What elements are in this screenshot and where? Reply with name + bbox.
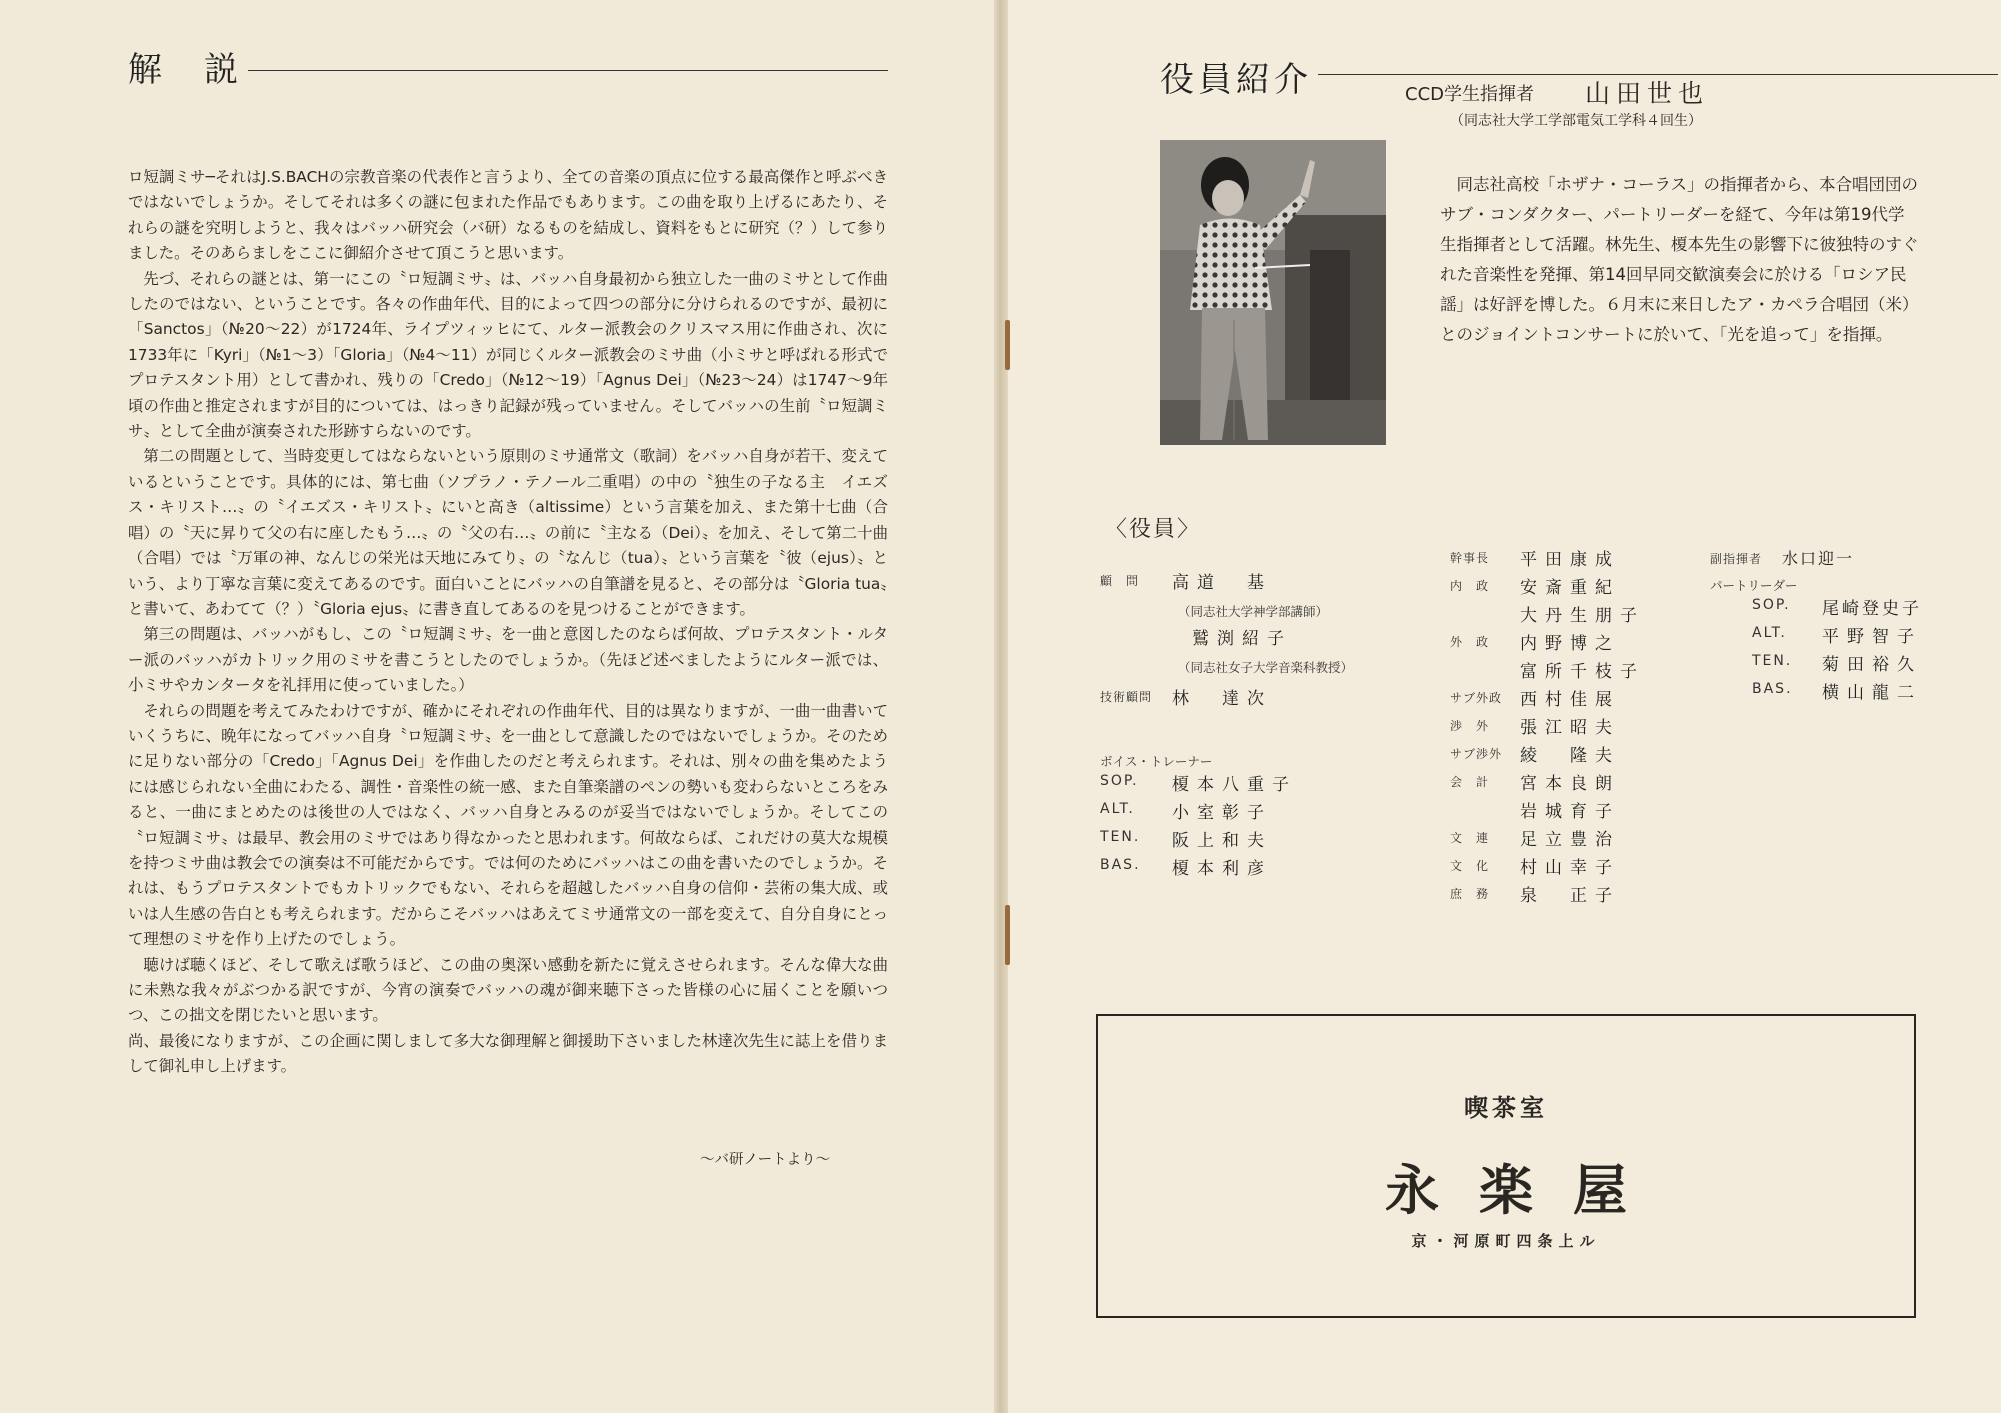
- part-leader-label: パートリーダー: [1710, 578, 1798, 593]
- part-label: BAS.: [1100, 857, 1141, 873]
- paragraph: ロ短調ミサ─それはJ.S.BACHの宗教音楽の代表作と言うより、全ての音楽の頂点に位する最高傑作と呼ぶべきではないでしょうか。そしてそれは多くの謎に包まれた作品でもあります。この曲を取り上げるにあたり、それらの謎を究明しようと、我々はバッハ研究会（バ研）なるものを結成し、資料をもとに研究（？）して参りました。そのあらましをここに御紹介させて頂こうと思います。: [128, 168, 888, 263]
- commentary-body: [128, 165, 888, 1080]
- officer-name: 阪上和夫: [1172, 831, 1272, 851]
- officer-name: 張江昭夫: [1520, 718, 1620, 738]
- officers-page-title: 役員紹介: [1160, 60, 1312, 100]
- affiliation: （同志社大学神学部講師）: [1178, 604, 1329, 619]
- staple-top: [1005, 320, 1010, 370]
- role-label: 内 政: [1450, 579, 1490, 593]
- conductor-photo-illustration: [1160, 140, 1386, 445]
- ad-subtitle: 喫茶室: [1464, 1094, 1548, 1122]
- officer-name: 富所千枝子: [1520, 662, 1645, 682]
- role-label: 顧 問: [1100, 574, 1140, 588]
- commentary-title-rule: [248, 70, 888, 71]
- part-label: ALT.: [1100, 801, 1135, 817]
- officer-name: 泉 正子: [1520, 886, 1620, 906]
- sub-conductor-role: 副指揮者: [1710, 552, 1763, 566]
- officer-name: 足立豊治: [1520, 830, 1620, 850]
- affiliation: （同志社女子大学音楽科教授）: [1178, 660, 1354, 675]
- officer-name: 綾 隆夫: [1520, 746, 1620, 766]
- officer-name: 横山龍二: [1822, 683, 1922, 703]
- sub-conductor-name: 水口迎一: [1782, 549, 1855, 568]
- paragraph: 聴けば聴くほど、そして歌えば歌うほど、この曲の奥深い感動を新たに覚えさせられます。そんな偉大な曲に未熟な我々がぶつかる訳ですが、今宵の演奏でバッハの魂が御来聴下さった皆様の心に届くことを願いつつ、この拙文を閉じたいと思います。: [128, 955, 888, 1025]
- officer-name: 平田康成: [1520, 550, 1620, 570]
- role-label: 会 計: [1450, 775, 1490, 789]
- officer-name: 岩城育子: [1520, 802, 1620, 822]
- role-label: 庶 務: [1450, 887, 1490, 901]
- ad-shop-name: 永楽屋: [1385, 1159, 1667, 1222]
- part-label: ALT.: [1752, 625, 1787, 641]
- officers-heading: 〈役員〉: [1105, 517, 1202, 542]
- role-label: サブ渉外: [1450, 747, 1503, 761]
- book-fold: [994, 0, 1008, 1413]
- officer-name: 小室彰子: [1172, 803, 1272, 823]
- officer-name: 尾崎登史子: [1822, 599, 1922, 619]
- role-label: 幹事長: [1450, 551, 1490, 565]
- officer-name: 林 達次: [1172, 689, 1272, 709]
- paragraph: 第三の問題は、バッハがもし、この〝ロ短調ミサ〟を一曲と意図したのならば何故、プロテスタント・ルター派のバッハがカトリック用のミサを書こうとしたのでしょうか。（先ほど述べましたようにルター派では、小ミサやカンタータを礼拝用に使っていました。）: [128, 625, 888, 695]
- role-label: 文 化: [1450, 859, 1490, 873]
- part-label: SOP.: [1752, 597, 1791, 613]
- role-label: 文 連: [1450, 831, 1490, 845]
- staple-bottom: [1005, 905, 1010, 965]
- source-note: 〜バ研ノートより〜: [700, 1152, 831, 1168]
- role-label: サブ外政: [1450, 691, 1503, 705]
- officer-name: 内野博之: [1520, 634, 1620, 654]
- paragraph: 尚、最後になりますが、この企画に関しまして多大な御理解と御援助下さいました林達次先生に誌上を借りまして御礼申し上げます。: [128, 1031, 888, 1076]
- commentary-title: 解 説: [128, 50, 242, 90]
- part-label: TEN.: [1752, 653, 1793, 669]
- officer-name: 高道 基: [1172, 573, 1272, 593]
- officer-name: 宮本良朗: [1520, 774, 1620, 794]
- bio-paragraph: 同志社高校「ホザナ・コーラス」の指揮者から、本合唱団団のサブ・コンダクター、パートリーダーを経て、今年は第19代学生指揮者として活躍。林先生、榎本先生の影響下に彼独特のすぐれた音楽性を発揮、第14回早同交歓演奏会に於ける「ロシア民謡」は好評を博した。６月末に来日したア・カペラ合唱団（米）とのジョイントコンサートに於いて、「光を追って」を指揮。: [1440, 175, 1919, 344]
- ad-address: 京・河原町四条上ル: [1411, 1232, 1601, 1250]
- cafe-advertisement: [1096, 1014, 1916, 1318]
- role-label: 渉 外: [1450, 719, 1490, 733]
- paragraph: それらの問題を考えてみたわけですが、確かにそれぞれの作曲年代、目的は異なりますが、一曲一曲書いていくうちに、晩年になってバッハ自身〝ロ短調ミサ〟を一曲として意識したのではないでしょうか。そのために足りない部分の「Credo」「Agnus Dei」を作曲したのだと考えられます。それは、別々の曲を集めたようには感じられない全曲にわたる、調性・音楽性の統一感、また自筆楽譜のペンの勢いも変わらないところをみると、一曲にまとめたのは後世の人ではなく、バッハ自身とみるのが妥当ではないでしょうか。そしてこの〝ロ短調ミサ〟は最早、教会用のミサではあり得なかったと思われます。何故ならば、これだけの莫大な規模を持つミサ曲は教会での演奏は不可能だからです。では何のためにバッハはこの曲を書いたのでしょうか。それは、もうプロテスタントでもカトリックでもない、それらを超越したバッハ自身の信仰・芸術の集大成、或いは人生感の告白とも考えられます。だからこそバッハはあえてミサ通常文の一部を変えて、自分自身にとって理想のミサを作り上げたのでしょう。: [128, 701, 888, 949]
- role-label: 外 政: [1450, 635, 1490, 649]
- officer-name: 榎本利彦: [1172, 859, 1272, 879]
- paragraph: 先づ、それらの謎とは、第一にこの〝ロ短調ミサ〟は、バッハ自身最初から独立した一曲のミサとして作曲したのではない、ということです。各々の作曲年代、目的によって四つの部分に分けられるのですが、最初に「Sanctos」（№20〜22）が1724年、ライプツィッヒにて、ルター派教会のクリスマス用に作曲され、次に1733年に「Kyri」（№1〜3）「Gloria」（№4〜11）が同じくルター派教会のミサ曲（小ミサと呼ばれる形式でプロテスタント用）として書かれ、残りの「Credo」（№12〜19）「Agnus Dei」（№23〜24）は1747〜9年頃の作曲と推定されますが目的については、はっきり記録が残っていません。そしてバッハの生前〝ロ短調ミサ〟として全曲が演奏された形跡すらないのです。: [128, 269, 888, 441]
- conductor-name: 山田世也: [1585, 79, 1710, 108]
- conductor-bio: [1440, 170, 1920, 350]
- officer-name: 菊田裕久: [1822, 655, 1922, 675]
- part-label: TEN.: [1100, 829, 1141, 845]
- officer-name: 榎本八重子: [1172, 775, 1297, 795]
- officer-name: 村山幸子: [1520, 858, 1620, 878]
- conductor-role: CCD学生指揮者: [1405, 84, 1534, 105]
- voice-trainer-label: ボイス・トレーナー: [1100, 754, 1213, 769]
- officer-name: 安斎重紀: [1520, 578, 1620, 598]
- conductor-affiliation: （同志社大学工学部電気工学科４回生）: [1450, 113, 1702, 129]
- officer-name: 西村佳展: [1520, 690, 1620, 710]
- officer-name: 鷲渕紹子: [1192, 629, 1292, 649]
- part-label: SOP.: [1100, 773, 1139, 789]
- role-label: 技術顧問: [1100, 690, 1153, 704]
- conductor-photo: [1160, 140, 1386, 445]
- paragraph: 第二の問題として、当時変更してはならないという原則のミサ通常文（歌詞）をバッハ自身が若干、変えているということです。具体的には、第七曲（ソプラノ・テノール二重唱）の中の〝独生の子なる主 イエズス・キリスト…〟の〝イエズス・キリスト〟にいと高き（altissime）という言葉を加え、また第十七曲（合唱）の〝天に昇りて父の右に座したもう…〟の〝父の右…〟の前に〝主なる（Dei）〟を加え、そして第二十曲（合唱）では〝万軍の神、なんじの栄光は天地にみてり〟の〝なんじ（tua）〟という言葉を〝彼（ejus）〟という、より丁寧な言葉に変えてあるのです。面白いことにバッハの自筆譜を見ると、その部分は〝Gloria tua〟と書いて、あわてて（？）〝Gloria ejus〟に書き直してあるのを見つけることができます。: [128, 447, 888, 618]
- part-label: BAS.: [1752, 681, 1793, 697]
- officer-name: 平野智子: [1822, 627, 1922, 647]
- officer-name: 大丹生朋子: [1520, 606, 1645, 626]
